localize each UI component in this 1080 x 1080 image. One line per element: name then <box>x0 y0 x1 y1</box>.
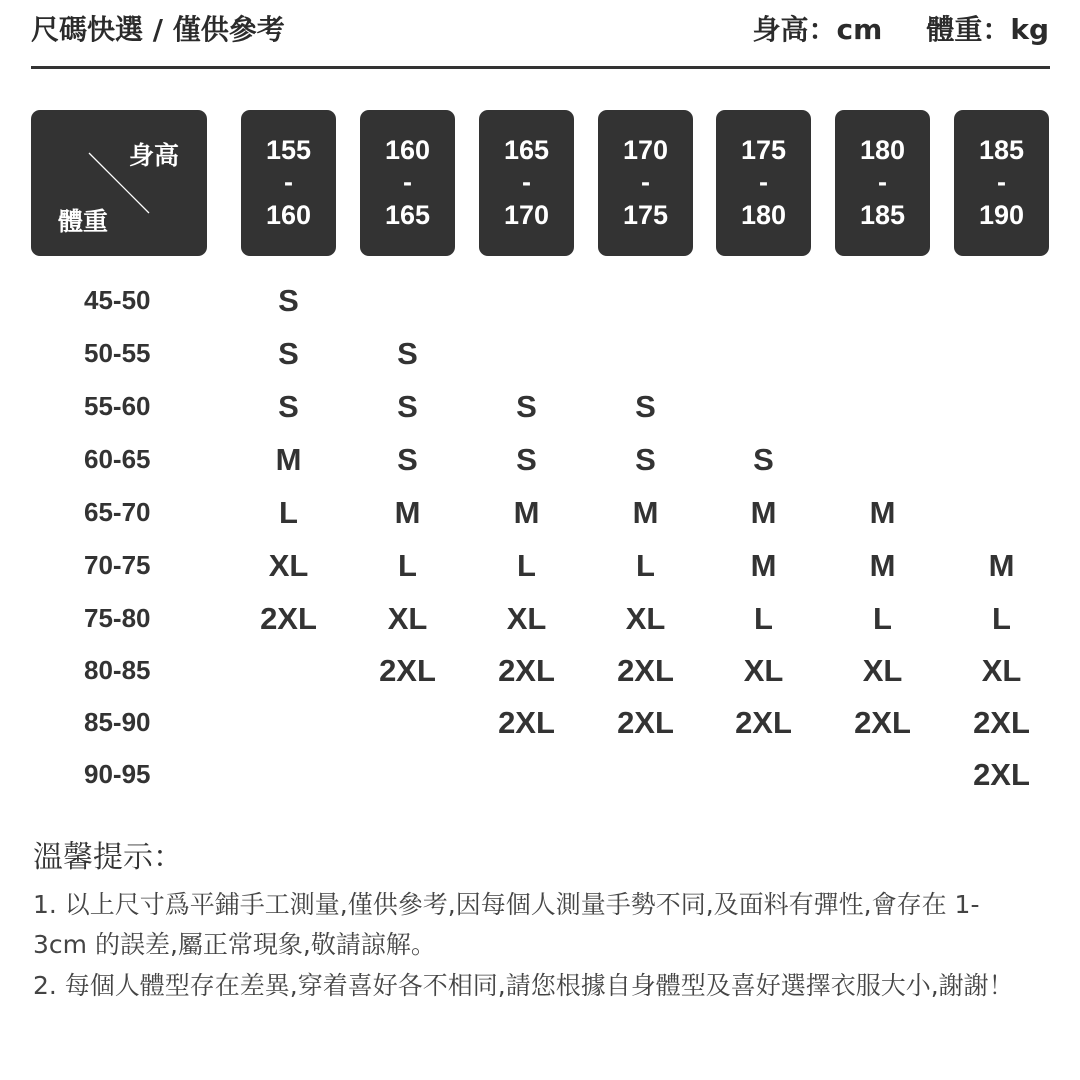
size-cell: XL <box>862 653 903 688</box>
height-range-to: 185 <box>859 200 906 230</box>
size-cell: 2XL <box>973 757 1030 792</box>
weight-range-label: 55-60 <box>84 391 151 421</box>
weight-range-label: 80-85 <box>84 655 151 685</box>
height-range-header <box>479 110 574 256</box>
height-range-dash: - <box>759 167 768 197</box>
corner-height-label: 身高 <box>129 141 180 170</box>
height-range-to: 175 <box>622 200 669 230</box>
weight-range-label: 60-65 <box>84 444 151 474</box>
height-range-header <box>241 110 336 256</box>
height-range-header <box>835 110 930 256</box>
height-range-dash: - <box>284 167 293 197</box>
height-range-from: 170 <box>622 135 669 165</box>
height-range-header <box>954 110 1049 256</box>
table-corner-header <box>31 110 207 256</box>
corner-weight-label: 體重 <box>58 207 109 236</box>
tip-item-1: 1. 以上尺寸爲平鋪手工測量,僅供參考,因每個人測量手勢不同,及面料有彈性,會存在 1-3cm 的誤差,屬正常現象,敬請諒解。 <box>33 890 980 959</box>
size-cell: L <box>754 601 773 636</box>
size-cell: M <box>869 548 896 583</box>
size-cell: M <box>750 495 777 530</box>
height-range-to: 190 <box>978 200 1025 230</box>
weight-range-label: 45-50 <box>84 285 151 315</box>
height-range-dash: - <box>522 167 531 197</box>
size-cell: XL <box>743 653 784 688</box>
size-cell: L <box>873 601 892 636</box>
size-cell: M <box>988 548 1015 583</box>
weight-range-label: 50-55 <box>84 338 151 368</box>
page-header <box>31 0 1049 56</box>
size-cell: 2XL <box>617 653 674 688</box>
height-range-from: 180 <box>859 135 906 165</box>
size-cell: S <box>635 442 656 477</box>
weight-range-label: 65-70 <box>84 497 151 527</box>
unit-legend <box>753 8 1049 48</box>
size-cell: S <box>635 389 656 424</box>
weight-range-label: 75-80 <box>84 603 151 633</box>
height-unit-label: 身高：cm <box>752 13 883 46</box>
weight-range-label: 90-95 <box>84 759 151 789</box>
size-cell: M <box>394 495 421 530</box>
height-range-dash: - <box>878 167 887 197</box>
height-range-from: 165 <box>503 135 550 165</box>
size-cell: XL <box>387 601 428 636</box>
height-range-to: 165 <box>384 200 431 230</box>
height-range-from: 185 <box>978 135 1025 165</box>
height-range-dash: - <box>403 167 412 197</box>
tip-item-2: 2. 每個人體型存在差異,穿着喜好各不相同,請您根據自身體型及喜好選擇衣服大小,謝謝！ <box>33 971 1014 1000</box>
size-cell: S <box>516 389 537 424</box>
size-cell: M <box>513 495 540 530</box>
height-range-dash: - <box>641 167 650 197</box>
height-range-header <box>360 110 455 256</box>
size-cell: S <box>278 283 299 318</box>
size-cell: M <box>869 495 896 530</box>
weight-range-label: 70-75 <box>84 550 151 580</box>
size-cell: 2XL <box>735 705 792 740</box>
height-range-header <box>716 110 811 256</box>
height-range-to: 170 <box>503 200 550 230</box>
height-range-dash: - <box>997 167 1006 197</box>
size-cell: 2XL <box>260 601 317 636</box>
size-cell: M <box>632 495 659 530</box>
size-cell: 2XL <box>973 705 1030 740</box>
size-cell: M <box>750 548 777 583</box>
page-title: 尺碼快選 / 僅供參考 <box>31 13 285 46</box>
size-cell: L <box>279 495 298 530</box>
size-cell: 2XL <box>379 653 436 688</box>
size-cell: 2XL <box>854 705 911 740</box>
size-cell: L <box>992 601 1011 636</box>
size-cell: L <box>398 548 417 583</box>
size-cell: S <box>278 336 299 371</box>
size-cell: XL <box>625 601 666 636</box>
size-cell: 2XL <box>498 705 555 740</box>
size-cell: S <box>397 389 418 424</box>
size-cell: XL <box>268 548 309 583</box>
height-range-from: 155 <box>265 135 312 165</box>
size-cell: XL <box>506 601 547 636</box>
size-cell: S <box>516 442 537 477</box>
height-range-from: 160 <box>384 135 431 165</box>
size-cell: 2XL <box>498 653 555 688</box>
size-cell: 2XL <box>617 705 674 740</box>
height-range-header <box>598 110 693 256</box>
size-cell: L <box>636 548 655 583</box>
weight-range-label: 85-90 <box>84 707 151 737</box>
size-cell: M <box>275 442 302 477</box>
weight-unit-label: 體重：kg <box>926 13 1049 46</box>
height-range-to: 180 <box>740 200 787 230</box>
tips-title: 溫馨提示： <box>33 840 183 875</box>
size-cell: S <box>278 389 299 424</box>
height-range-from: 175 <box>740 135 787 165</box>
size-cell: XL <box>981 653 1022 688</box>
height-range-to: 160 <box>265 200 312 230</box>
size-cell: L <box>517 548 536 583</box>
size-cell: S <box>753 442 774 477</box>
size-cell: S <box>397 442 418 477</box>
header-divider <box>31 66 1050 69</box>
size-cell: S <box>397 336 418 371</box>
